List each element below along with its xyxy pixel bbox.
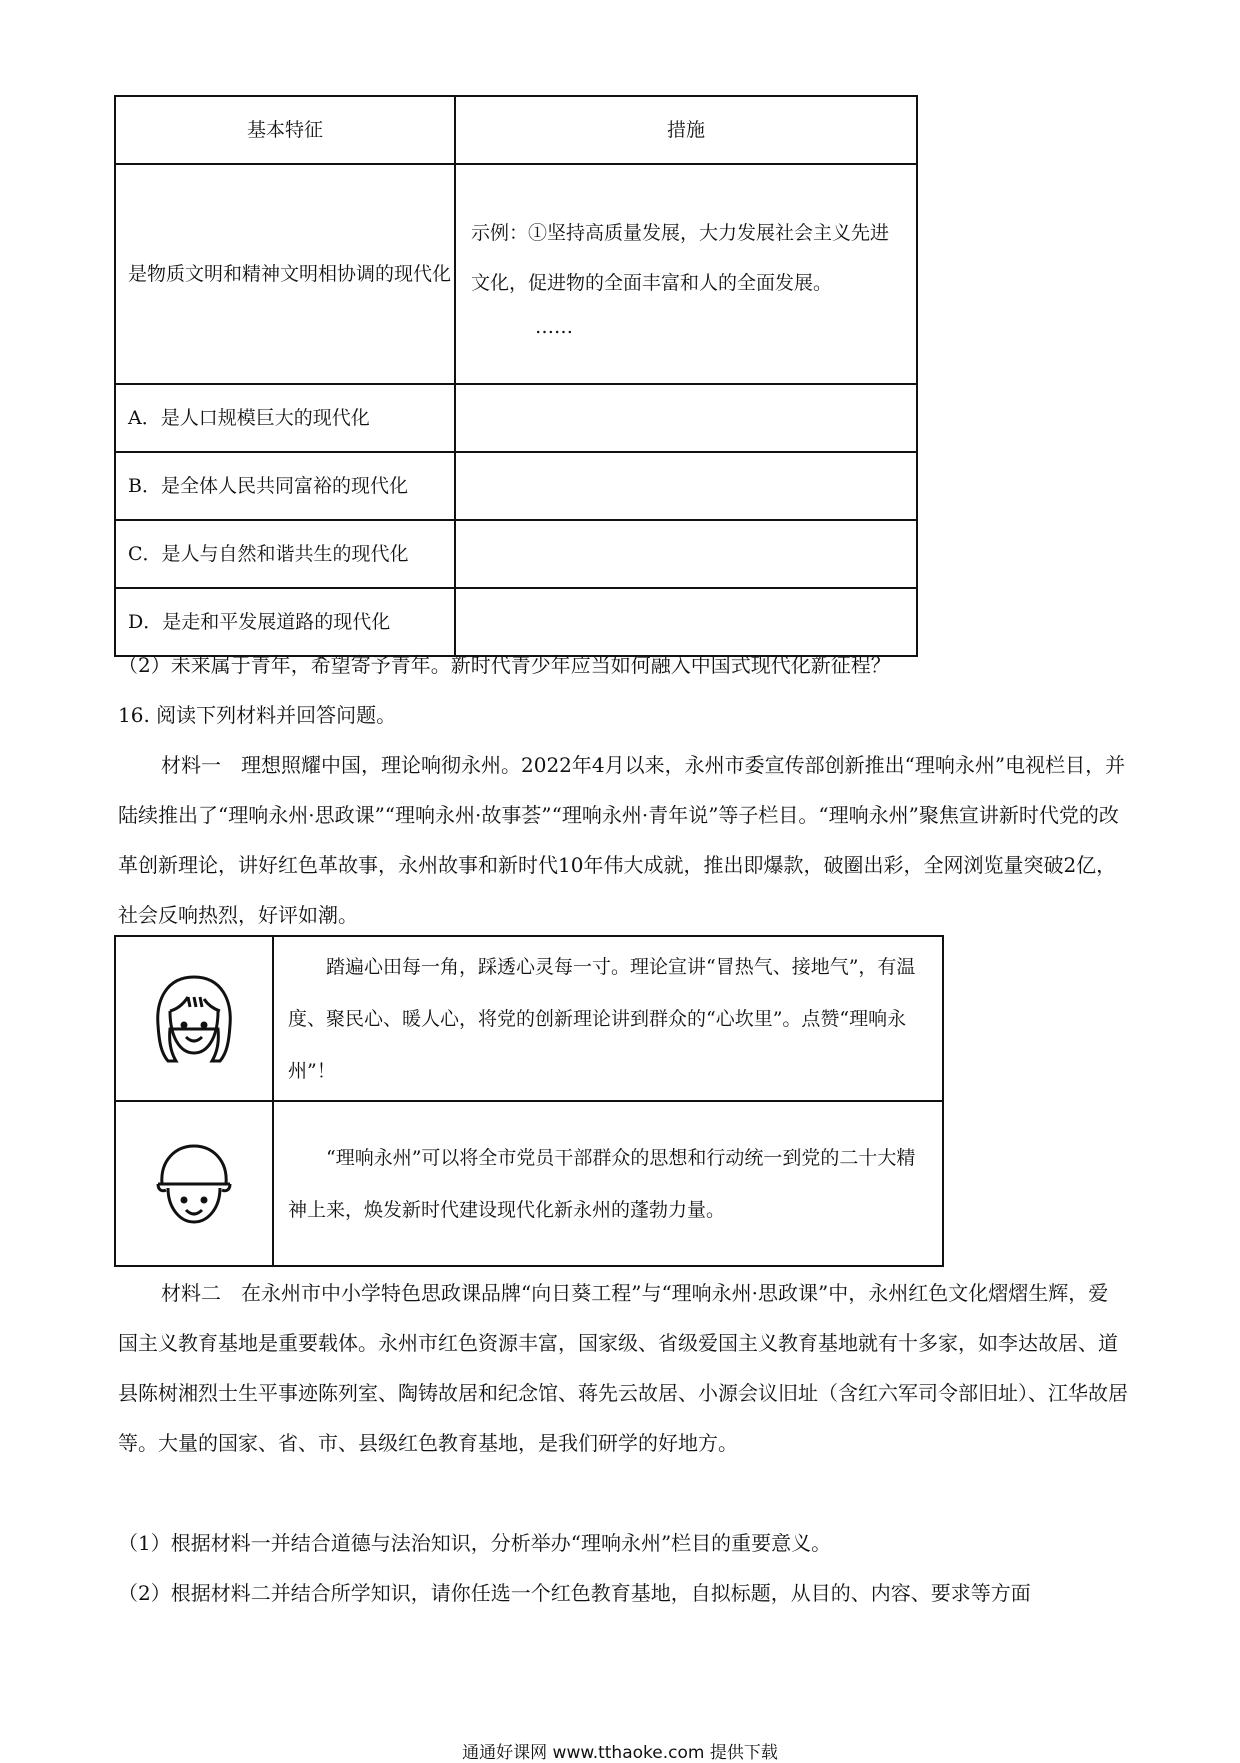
answer-cell-a — [455, 384, 917, 452]
feature-text: 是物质文明和精神文明相协调的现代化 — [128, 263, 452, 285]
table-row — [115, 164, 917, 384]
question-16-part-2: （2）根据材料二并结合所学知识，请你任选一个红色教育基地，自拟标题，从目的、内容、要求等方面 — [118, 1581, 1031, 1605]
material-one: 材料一 理想照耀中国，理论响彻永州。2022年4月以来，永州市委宣传部创新推出“理响永州”电视栏目，并陆续推出了“理响永州·思政课”“理响永州·故事荟”“理响永州·青年说”等子栏目。“理响永州”聚焦宣讲新时代党的改革创新理论，讲好红色革故事，永州故事和新时代10年伟大成就，推出即爆款，破圈出彩，全网浏览量突破2亿，社会反响热烈，好评如潮。 — [118, 753, 1126, 927]
table-row — [115, 452, 917, 520]
ellipsis: …… — [535, 316, 573, 338]
table-row — [115, 520, 917, 588]
girl-avatar-icon — [144, 967, 244, 1067]
question-16-title: 16. 阅读下列材料并回答问题。 — [118, 703, 397, 727]
measure-cell — [455, 164, 917, 384]
option-d: D．是走和平发展道路的现代化 — [115, 588, 455, 656]
girl-avatar-cell — [115, 936, 273, 1101]
comment-two: “理响永州”可以将全市党员干部群众的思想和行动统一到党的二十大精神上来，焕发新时代建设现代化新永州的蓬勃力量。 — [273, 1101, 943, 1266]
header-feature: 基本特征 — [115, 96, 455, 164]
table-row — [115, 936, 943, 1101]
option-c: C．是人与自然和谐共生的现代化 — [115, 520, 455, 588]
header-measure: 措施 — [455, 96, 917, 164]
question-16-part-1: （1）根据材料一并结合道德与法治知识，分析举办“理响永州”栏目的重要意义。 — [118, 1531, 832, 1555]
features-measures-table — [114, 95, 918, 657]
answer-cell-b — [455, 452, 917, 520]
option-b: B．是全体人民共同富裕的现代化 — [115, 452, 455, 520]
table-row — [115, 384, 917, 452]
measure-text: 示例：①坚持高质量发展，大力发展社会主义先进文化，促进物的全面丰富和人的全面发展。 — [471, 222, 890, 294]
table-row — [115, 1101, 943, 1266]
comments-table — [114, 935, 944, 1267]
comment-one: 踏遍心田每一角，踩透心灵每一寸。理论宣讲“冒热气、接地气”，有温度、聚民心、暖人心，将党的创新理论讲到群众的“心坎里”。点赞“理响永州”！ — [273, 936, 943, 1101]
footer-source: 通通好课网 www.tthaoke.com 提供下载 — [462, 1743, 778, 1763]
answer-cell-c — [455, 520, 917, 588]
boy-avatar-cell — [115, 1101, 273, 1266]
feature-cell — [115, 164, 455, 384]
question-15-part-2: （2）未来属于青年，希望寄予青年。新时代青少年应当如何融入中国式现代化新征程？ — [118, 653, 891, 677]
option-a: A．是人口规模巨大的现代化 — [115, 384, 455, 452]
boy-avatar-icon — [144, 1132, 244, 1232]
material-two: 材料二 在永州市中小学特色思政课品牌“向日葵工程”与“理响永州·思政课”中，永州红色文化熠熠生辉，爱国主义教育基地是重要载体。永州市红色资源丰富，国家级、省级爱国主义教育基地就有十多家，如李达故居、道县陈树湘烈士生平事迹陈列室、陶铸故居和纪念馆、蒋先云故居、小源会议旧址（含红六军司令部旧址）、江华故居等。大量的国家、省、市、县级红色教育基地，是我们研学的好地方。 — [118, 1281, 1128, 1455]
table-header-row — [115, 96, 917, 164]
